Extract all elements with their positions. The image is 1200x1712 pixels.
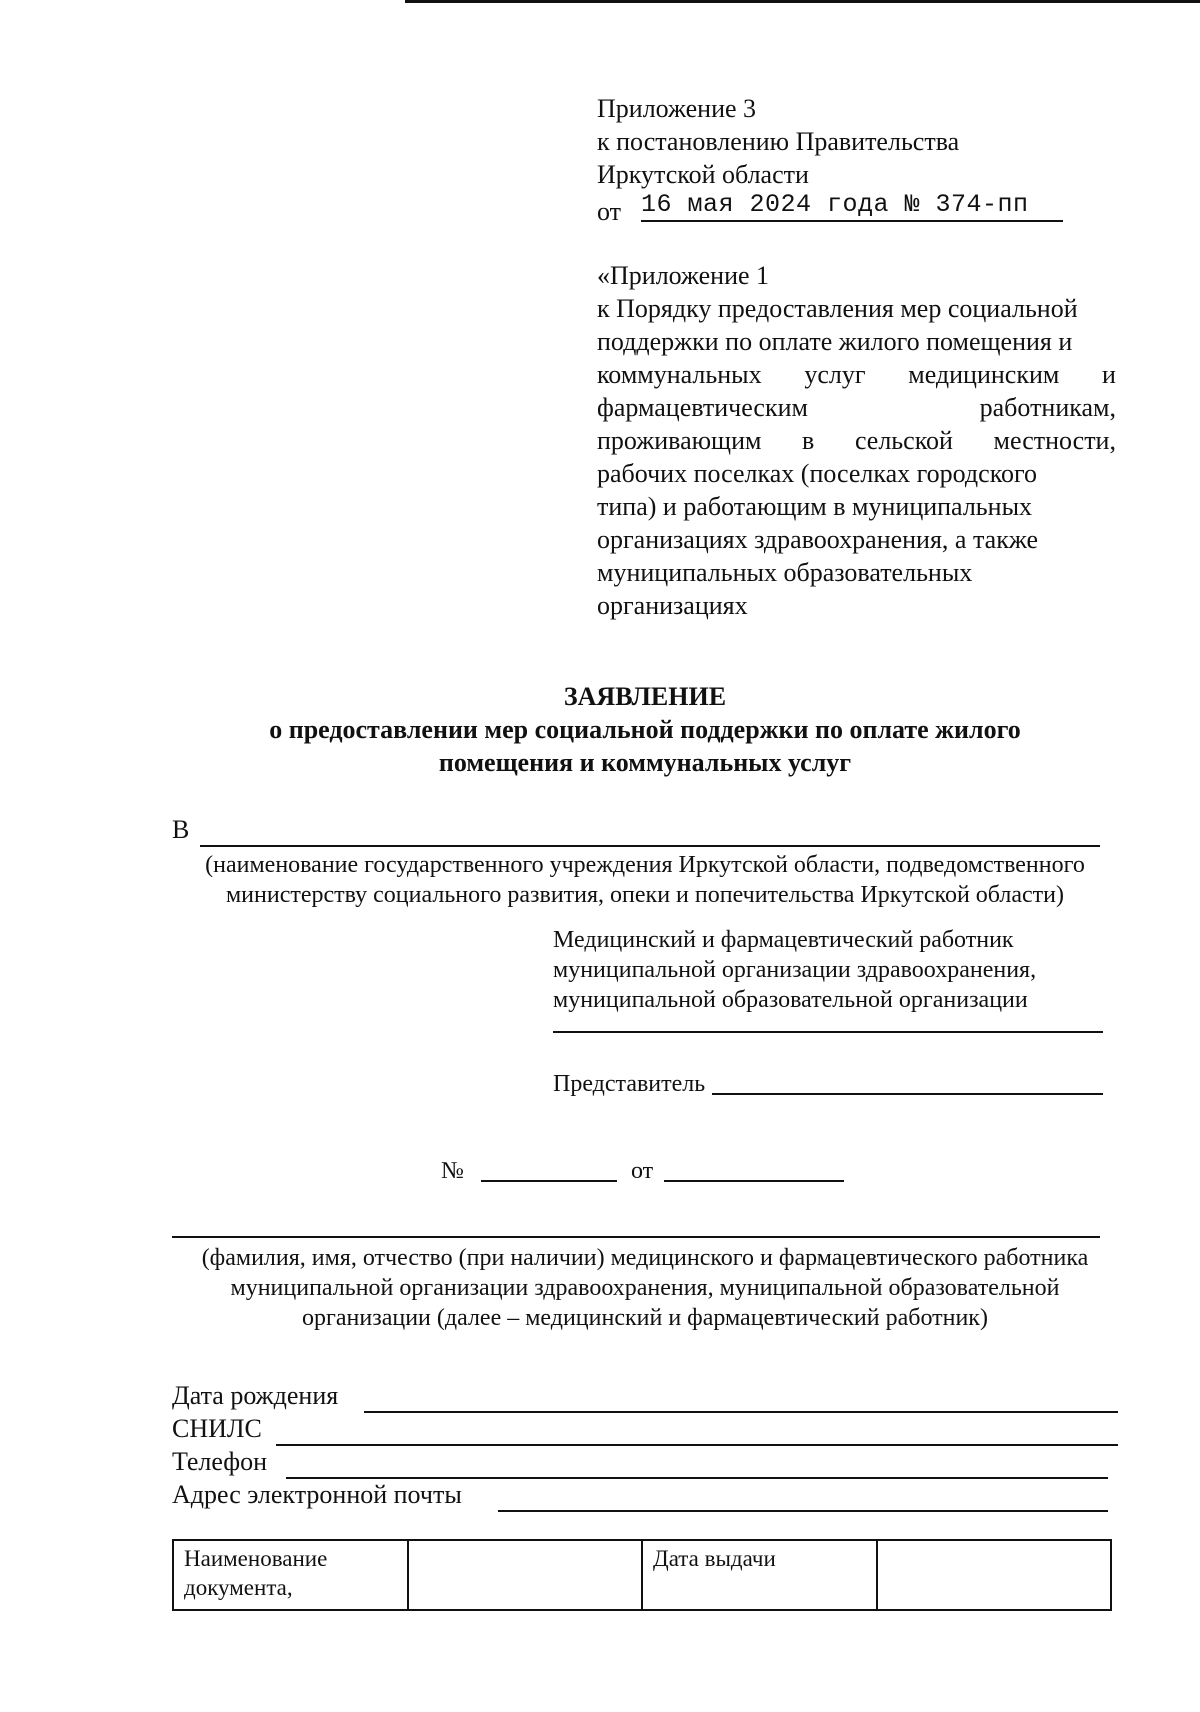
inner-appendix-word: и [1102, 360, 1116, 389]
recipient-note-line-2: министерству социального развития, опеки и попечительства Иркутской области) [225, 882, 1065, 908]
snils-field[interactable] [276, 1418, 1118, 1446]
inner-appendix-word: местности, [993, 426, 1116, 455]
full-name-note-line-1: (фамилия, имя, отчество (при наличии) медицинского и фармацевтического работника [201, 1245, 1089, 1271]
recipient-note [150, 850, 1140, 910]
region-name: Иркутской области [597, 160, 809, 189]
table-cell-document-value[interactable] [408, 1540, 643, 1610]
from-label: от [597, 197, 622, 226]
full-name-note-line-3: организации (далее – медицинский и фармацевтический работник) [302, 1305, 988, 1331]
table-row [173, 1540, 1111, 1610]
phone-row [172, 1445, 1108, 1477]
table-cell-issue-date-value[interactable] [877, 1540, 1112, 1610]
applicant-line-1: Медицинский и фармацевтический работник [553, 927, 1014, 953]
snils-label: СНИЛС [172, 1414, 262, 1443]
email-label: Адрес электронной почты [172, 1480, 462, 1509]
inner-appendix-word: услуг [804, 360, 866, 389]
recipient-row [172, 813, 1100, 847]
full-name-field[interactable] [172, 1236, 1100, 1238]
recipient-prefix: В [172, 815, 190, 844]
inner-appendix-line: «Приложение 1 [597, 261, 770, 290]
birth-date-field[interactable] [364, 1385, 1118, 1413]
inner-appendix-line [597, 424, 1116, 457]
representative-field[interactable] [712, 1093, 1103, 1095]
registration-date-field[interactable] [664, 1180, 844, 1182]
inner-appendix-line: типа) и работающим в муниципальных [597, 492, 1033, 521]
number-label: № [441, 1158, 464, 1184]
snils-row [172, 1412, 1118, 1444]
phone-label: Телефон [172, 1447, 268, 1476]
title-line-2: помещения и коммунальных услуг [438, 748, 852, 777]
inner-appendix [597, 259, 1116, 622]
applicant-line-3: муниципальной образовательной организации [553, 987, 1028, 1013]
email-field[interactable] [498, 1484, 1108, 1512]
decree-date-line [597, 191, 1117, 225]
statement-title [150, 680, 1140, 779]
inner-appendix-word: в [802, 426, 815, 455]
registration-from-label: от [631, 1158, 654, 1184]
decree-date-number: 16 мая 2024 года № 374-пп [641, 188, 1063, 222]
email-row [172, 1478, 1108, 1510]
document-table [172, 1539, 1112, 1611]
inner-appendix-line: поддержки по оплате жилого помещения и [597, 327, 1073, 356]
recipient-note-line-1: (наименование государственного учреждения Иркутской области, подведомственного [205, 852, 1085, 878]
inner-appendix-word: фармацевтическим [597, 393, 808, 422]
inner-appendix-line: к Порядку предоставления мер социальной [597, 294, 1078, 323]
representative-label: Представитель [553, 1071, 706, 1097]
inner-appendix-word: сельской [854, 426, 953, 455]
registration-number-field[interactable] [481, 1180, 617, 1182]
inner-appendix-line [597, 391, 1116, 424]
inner-appendix-word: проживающим [597, 426, 762, 455]
inner-appendix-line: рабочих поселках (поселках городского [597, 459, 1038, 488]
inner-appendix-word: работникам, [979, 393, 1116, 422]
birth-date-label: Дата рождения [172, 1381, 339, 1410]
title-heading: ЗАЯВЛЕНИЕ [563, 682, 727, 711]
recipient-field[interactable] [200, 817, 1100, 847]
inner-appendix-word: коммунальных [597, 360, 762, 389]
birth-date-row [172, 1379, 1118, 1411]
decree-reference: к постановлению Правительства [597, 127, 960, 156]
full-name-note [150, 1243, 1140, 1333]
appendix-header [597, 92, 1117, 225]
phone-field[interactable] [286, 1451, 1108, 1479]
full-name-note-line-2: муниципальной организации здравоохранения, муниципальной образовательной [230, 1275, 1060, 1301]
title-line-1: о предоставлении мер социальной поддержки по оплате жилого [269, 715, 1021, 744]
applicant-block [553, 925, 1103, 1015]
appendix-label: Приложение 3 [597, 94, 757, 123]
table-cell-document-name: Наименование документа, [173, 1540, 408, 1610]
inner-appendix-line: муниципальных образовательных [597, 558, 973, 587]
applicant-line-2: муниципальной организации здравоохранения, [553, 957, 1037, 983]
inner-appendix-line: организациях [597, 591, 748, 620]
scan-top-border [405, 0, 1200, 3]
inner-appendix-line [597, 358, 1116, 391]
applicant-name-field[interactable] [553, 1031, 1103, 1033]
inner-appendix-word: медицинским [908, 360, 1060, 389]
table-cell-issue-date-label: Дата выдачи [642, 1540, 877, 1610]
inner-appendix-line: организациях здравоохранения, а также [597, 525, 1038, 554]
